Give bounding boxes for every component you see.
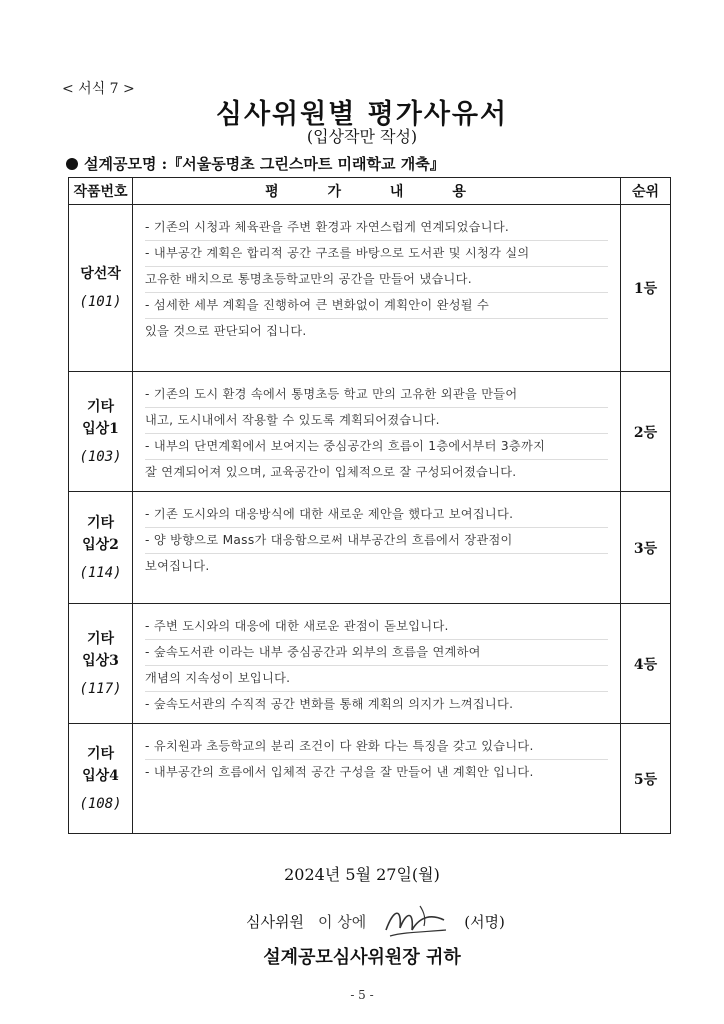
evaluation-content <box>133 492 621 604</box>
evaluation-line: - 내부공간 계획은 합리적 공간 구조를 바탕으로 도서관 및 시청각 실의 <box>145 241 608 267</box>
evaluation-content <box>133 604 621 724</box>
evaluation-line: 잘 연계되어져 있으며, 교육공간이 입체적으로 잘 구성되어졌습니다. <box>145 465 517 479</box>
seal-label: (서명) <box>464 912 505 931</box>
rank-cell: 2등 <box>621 372 671 492</box>
entry-label: 당선작 <box>80 266 121 282</box>
entry-label: 기타 <box>86 630 115 647</box>
column-header-entry-no: 작품번호 <box>69 178 133 205</box>
judge-signature-line <box>246 900 505 942</box>
evaluation-line: - 기존 도시와의 대응방식에 대한 새로운 제안을 했다고 보여집니다. <box>145 502 608 528</box>
document-title: 심사위원별 평가사유서 <box>215 99 509 130</box>
table-row <box>69 724 671 834</box>
form-number: < 서식 7 > <box>62 81 135 97</box>
table-row <box>69 604 671 724</box>
rank-cell: 4등 <box>621 604 671 724</box>
evaluation-line: - 기존의 도시 환경 속에서 통명초등 학교 만의 고유한 외관을 만들어 <box>145 382 608 408</box>
evaluation-line: - 숲속도서관 이라는 내부 중심공간과 외부의 흐름을 연계하여 <box>145 640 608 666</box>
column-header-rank: 순위 <box>621 178 671 205</box>
contest-name <box>66 153 445 174</box>
table-row <box>69 492 671 604</box>
entry-cell <box>69 492 133 604</box>
evaluation-line: 보여집니다. <box>145 559 210 573</box>
entry-number: (101) <box>79 294 122 310</box>
evaluation-content <box>133 724 621 834</box>
entry-cell <box>69 372 133 492</box>
entry-cell <box>69 604 133 724</box>
entry-number: (103) <box>79 448 122 465</box>
rank-cell: 3등 <box>621 492 671 604</box>
entry-number: (117) <box>79 680 122 697</box>
evaluation-line: - 주변 도시와의 대응에 대한 새로운 관점이 돋보입니다. <box>145 614 608 640</box>
table-row <box>69 372 671 492</box>
evaluation-line: - 양 방향으로 Mass가 대응함으로써 내부공간의 흐름에서 장관점이 <box>145 528 608 554</box>
rank-cell: 5등 <box>621 724 671 834</box>
entry-cell <box>69 724 133 834</box>
entry-sublabel: 입상4 <box>82 767 119 784</box>
contest-name-text: 설계공모명 :『서울동명초 그린스마트 미래학교 개축』 <box>84 155 445 173</box>
addressee: 설계공모심사위원장 귀하 <box>263 947 461 968</box>
evaluation-line: - 유치원과 초등학교의 분리 조건이 다 완화 다는 특징을 갖고 있습니다. <box>145 734 608 760</box>
entry-label: 기타 <box>86 514 115 531</box>
page-number: - 5 - <box>350 988 374 1002</box>
evaluation-line: 내고, 도시내에서 작용할 수 있도록 계획되어졌습니다. <box>145 408 608 434</box>
table-row <box>69 205 671 372</box>
evaluation-content <box>133 372 621 492</box>
evaluation-line: - 기존의 시청과 체육관을 주변 환경과 자연스럽게 연계되었습니다. <box>145 215 608 241</box>
judge-name: 이 상에 <box>317 912 367 931</box>
evaluation-line: - 내부의 단면계획에서 보여지는 중심공간의 흐름이 1층에서부터 3층까지 <box>145 434 608 460</box>
evaluation-table <box>68 177 671 834</box>
evaluation-line: - 섬세한 세부 계획을 진행하여 큰 변화없이 계획안이 완성될 수 <box>145 293 608 319</box>
evaluation-content <box>133 205 621 372</box>
table-header-row <box>69 178 671 205</box>
document-subtitle: (입상작만 작성) <box>306 127 418 146</box>
entry-label: 기타 <box>86 398 115 415</box>
entry-sublabel: 입상2 <box>82 536 119 553</box>
column-header-content: 평 가 내 용 <box>133 178 621 205</box>
evaluation-line: 있을 것으로 판단되어 집니다. <box>145 324 307 338</box>
judge-label: 심사위원 <box>246 912 304 931</box>
entry-label: 기타 <box>86 745 115 762</box>
signature-icon <box>380 900 450 942</box>
evaluation-line: 개념의 지속성이 보입니다. <box>145 666 608 692</box>
evaluation-line: - 내부공간의 흐름에서 입체적 공간 구성을 잘 만들어 낸 계획안 입니다. <box>145 765 534 779</box>
evaluation-line: - 숲속도서관의 수직적 공간 변화를 통해 계획의 의지가 느껴집니다. <box>145 697 514 711</box>
entry-number: (114) <box>79 564 122 581</box>
entry-sublabel: 입상1 <box>82 420 119 437</box>
entry-cell <box>69 205 133 372</box>
bullet-icon <box>66 158 78 170</box>
evaluation-line: 고유한 배치으로 통명초등학교만의 공간을 만들어 냈습니다. <box>145 267 608 293</box>
rank-cell: 1등 <box>621 205 671 372</box>
document-date: 2024년 5월 27일(월) <box>284 865 440 884</box>
entry-sublabel: 입상3 <box>82 652 119 669</box>
entry-number: (108) <box>79 795 122 812</box>
